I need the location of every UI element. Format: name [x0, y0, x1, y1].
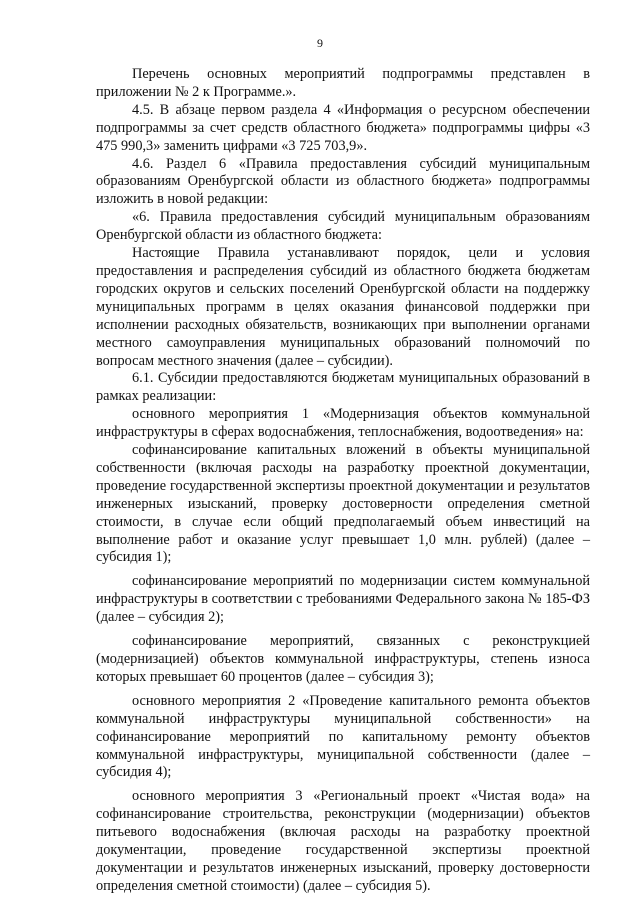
paragraph-4-5: 4.5. В абзаце первом раздела 4 «Информация о ресурсном обеспечении подпрограммы за счет средств областного бюджета» подпрограммы цифры «3 475 990,3» заменить цифрами «3 725 703,9». — [96, 101, 590, 154]
paragraph-main-activity-1: основного мероприятия 1 «Модернизация объектов коммунальной инфраструктуры в сферах водоснабжения, теплоснабжения, водоотведения» на: — [96, 406, 590, 441]
paragraph-subsidy-1: софинансирование капитальных вложений в объекты муниципальной собственности (включая расходы на разработку проектной документации, проведение государственной экспертизы проектной документации и результатов инженерных изысканий, проверку достоверности определения сметной стоимости, в случае если общий предполагаемый объем инвестиций на выполнение работ и оказание услуг превышает 1,0 млн. рублей) (далее – субсидия 1); — [96, 442, 590, 566]
paragraph-subsidy-5: основного мероприятия 3 «Региональный проект «Чистая вода» на софинансирование строительства, реконструкции (модернизации) объектов питьевого водоснабжения (включая расходы на разработку проектной документации, проведение государственной экспертизы проектной документации и результатов инженерных изысканий, проверку достоверности определения сметной стоимости) (далее – субсидия 5). — [96, 788, 590, 894]
paragraph-rules-intro: Настоящие Правила устанавливают порядок, цели и условия предоставления и распределения субсидий из областного бюджета бюджетам городских округов и сельских поселений Оренбургской области на поддержку муниципальных программ в целях оказания финансовой поддержки при исполнении расходных обязательств, возникающих при выполнении органами местного самоуправления муниципальных образований полномочий по вопросам местного значения (далее – субсидии). — [96, 245, 590, 369]
paragraph-subsidy-3: софинансирование мероприятий, связанных с реконструкцией (модернизацией) объектов коммунальной инфраструктуры, степень износа которых превышает 60 процентов (далее – субсидия 3); — [96, 633, 590, 685]
document-body — [96, 66, 590, 896]
paragraph-6-1: 6.1. Субсидии предоставляются бюджетам муниципальных образований в рамках реализации: — [96, 370, 590, 405]
paragraph-appendix-reference: Перечень основных мероприятий подпрограммы представлен в приложении № 2 к Программе.». — [96, 66, 590, 100]
paragraph-subsidy-2: софинансирование мероприятий по модернизации систем коммунальной инфраструктуры в соответствии с требованиями Федерального закона № 185-ФЗ (далее – субсидия 2); — [96, 573, 590, 626]
paragraph-section-6-title: «6. Правила предоставления субсидий муниципальным образованиям Оренбургской области из областного бюджета: — [96, 209, 590, 244]
paragraph-subsidy-4: основного мероприятия 2 «Проведение капитального ремонта объектов коммунальной инфраструктуры муниципальной собственности» на софинансирование мероприятий по капитальному ремонту объектов коммунальной инфраструктуры, муниципальной собственности (далее – субсидия 4); — [96, 692, 590, 781]
paragraph-4-6: 4.6. Раздел 6 «Правила предоставления субсидий муниципальным образованиям Оренбургской области из областного бюджета» подпрограммы изложить в новой редакции: — [96, 155, 590, 208]
page-number: 9 — [317, 36, 323, 50]
